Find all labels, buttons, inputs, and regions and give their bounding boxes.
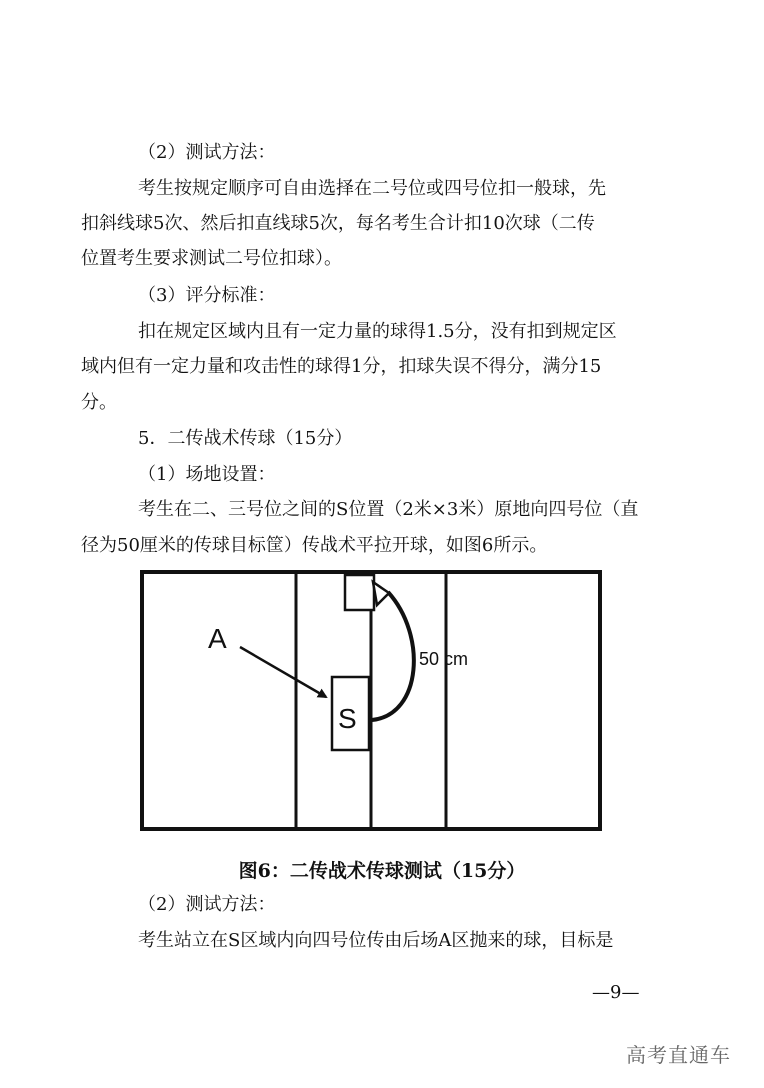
paragraph-line: 径为50厘米的传球目标筐）传战术平拉开球，如图6所示。 bbox=[81, 535, 548, 556]
label-a: A bbox=[208, 623, 227, 654]
label-distance: 50 cm bbox=[419, 649, 469, 669]
paragraph-line: 考生站立在S区域内向四号位传由后场A区抛来的球，目标是 bbox=[138, 930, 614, 951]
paragraph-line: 考生按规定顺序可自由选择在二号位或四号位扣一般球，先 bbox=[138, 178, 606, 199]
paragraph-line: 位置考生要求测试二号位扣球）。 bbox=[81, 248, 342, 269]
section-heading-test-method: （2）测试方法： bbox=[138, 142, 276, 163]
section-heading-scoring: （3）评分标准： bbox=[138, 285, 276, 306]
watermark: 高考直通车 bbox=[626, 1043, 731, 1067]
paragraph-line: 分。 bbox=[81, 392, 117, 413]
paragraph-line: 扣在规定区域内且有一定力量的球得1.5分，没有扣到规定区 bbox=[138, 321, 617, 342]
throw-arrow bbox=[240, 647, 326, 697]
court-diagram bbox=[140, 570, 602, 832]
figure-caption: 图6：二传战术传球测试（15分） bbox=[238, 860, 526, 882]
pass-trajectory-arc bbox=[372, 592, 414, 720]
paragraph-line: 域内但有一定力量和攻击性的球得1分，扣球失误不得分，满分15 bbox=[81, 356, 602, 377]
paragraph-line: 扣斜线球5次、然后扣直线球5次，每名考生合计扣10次球（二传 bbox=[81, 213, 595, 234]
pass-arrowhead-icon bbox=[373, 582, 389, 605]
section-heading-setter-passing: 5．二传战术传球（15分） bbox=[138, 428, 353, 449]
target-basket-box bbox=[345, 575, 374, 610]
paragraph-line: 考生在二、三号位之间的S位置（2米×3米）原地向四号位（直 bbox=[138, 499, 639, 520]
section-heading-test-method: （2）测试方法： bbox=[138, 894, 276, 915]
section-heading-court-setup: （1）场地设置： bbox=[138, 464, 276, 485]
label-s: S bbox=[338, 703, 357, 734]
page-number: —9— bbox=[592, 982, 640, 1003]
